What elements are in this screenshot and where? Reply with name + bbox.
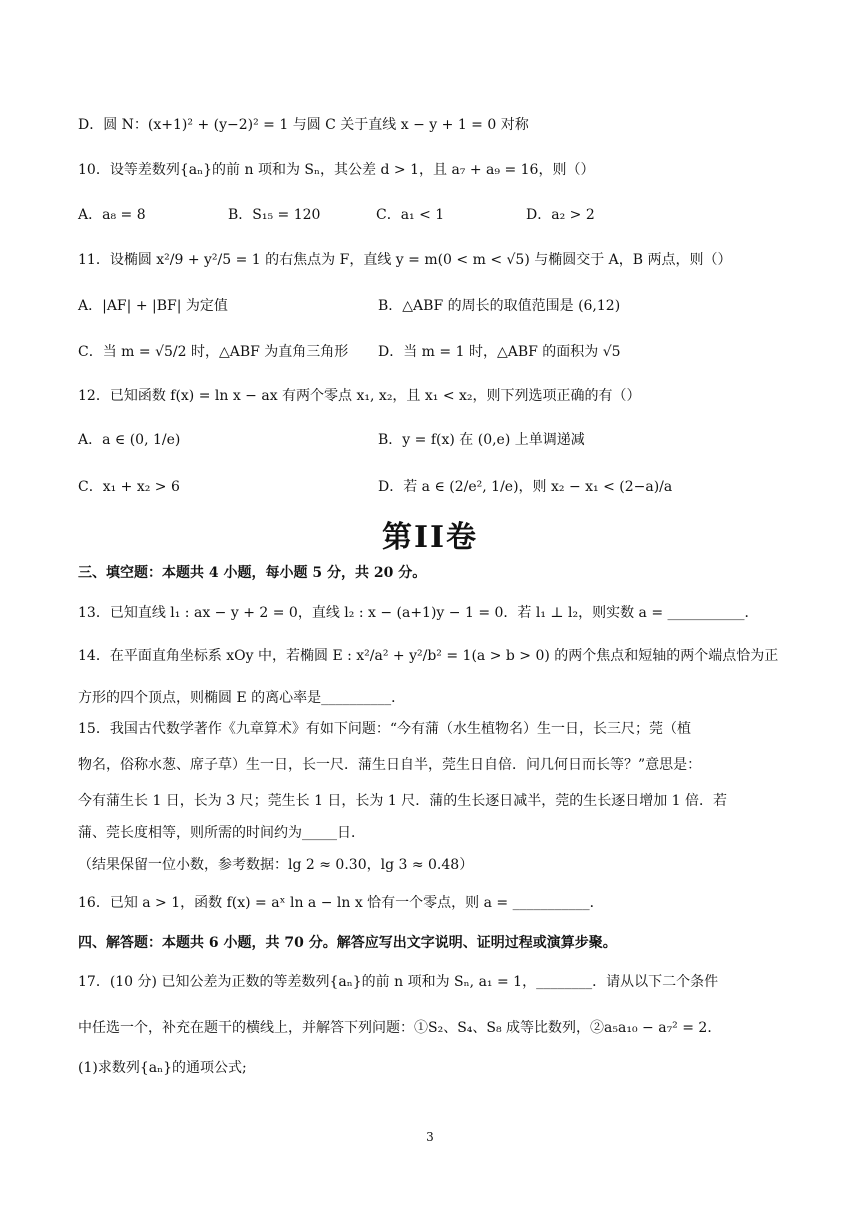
question-15-line-2: 物名，俗称水葱、席子草）生一日，长一尺．蒲生日自半，莞生日自倍．问几何日而长等？”意思是： [78, 757, 702, 773]
question-10: 10．设等差数列{aₙ}的前 n 项和为 Sₙ，其公差 d > 1，且 a₇ + a₉ = 16，则（） [78, 162, 595, 178]
q12-option-b: B．y = f(x) 在 (0,e) 上单调递减 [378, 432, 585, 448]
question-11: 11．设椭圆 x²/9 + y²/5 = 1 的右焦点为 F，直线 y = m(0 < m < √5) 与椭圆交于 A，B 两点，则（） [78, 252, 732, 268]
question-15-line-1: 15．我国古代数学著作《九章算术》有如下问题：“今有蒲（水生植物名）生一日，长三尺；莞（植 [78, 721, 691, 737]
answer-heading: 四、解答题：本题共 6 小题，共 70 分。解答应写出文字说明、证明过程或演算步聚。 [78, 935, 617, 951]
q11-option-a: A．|AF| + |BF| 为定值 [78, 298, 228, 314]
q10-option-b: B．S₁₅ = 120 [228, 207, 321, 223]
q12-option-a: A．a ∈ (0, 1/e) [78, 432, 181, 448]
q12-option-c: C．x₁ + x₂ > 6 [78, 479, 180, 495]
question-17-line-1: 17．(10 分) 已知公差为正数的等差数列{aₙ}的前 n 项和为 Sₙ, a₁ = 1，________．请从以下二个条件 [78, 974, 719, 990]
fill-blank-heading: 三、填空题：本题共 4 小题，每小题 5 分，共 20 分。 [78, 565, 427, 581]
question-17-line-2: 中任选一个，补充在题干的横线上，并解答下列问题：①S₂、S₄、S₈ 成等比数列，②a₅a₁₀ − a₇² = 2． [78, 1020, 722, 1036]
q10-option-c: C．a₁ < 1 [376, 207, 445, 223]
q11-option-d: D．当 m = 1 时，△ABF 的面积为 √5 [378, 344, 621, 360]
question-15-line-3: 今有蒲生长 1 日，长为 3 尺；莞生长 1 日，长为 1 尺．蒲的生长逐日减半，莞的生长逐日增加 1 倍．若 [78, 793, 728, 809]
question-17-part-1: (1)求数列{aₙ}的通项公式; [78, 1060, 247, 1076]
question-16: 16．已知 a > 1，函数 f(x) = aˣ ln a − ln x 恰有一个零点，则 a = ___________． [78, 895, 604, 911]
line-q9-option-d: D．圆 N：(x+1)² + (y−2)² = 1 与圆 C 关于直线 x − y + 1 = 0 对称 [78, 117, 529, 133]
section-title: 第II卷 [381, 520, 479, 555]
question-13: 13．已知直线 l₁ : ax − y + 2 = 0，直线 l₂ : x − (a+1)y − 1 = 0．若 l₁ ⊥ l₂，则实数 a = ___________． [78, 605, 759, 621]
question-14-line-1: 14．在平面直角坐标系 xOy 中，若椭圆 E : x²/a² + y²/b² = 1(a > b > 0) 的两个焦点和短轴的两个端点恰为正 [78, 648, 779, 664]
q12-option-d: D．若 a ∈ (2/e², 1/e)，则 x₂ − x₁ < (2−a)/a [378, 479, 673, 495]
question-12: 12．已知函数 f(x) = ln x − ax 有两个零点 x₁, x₂，且 x₁ < x₂，则下列选项正确的有（） [78, 388, 641, 404]
question-14-line-2: 方形的四个顶点，则椭圆 E 的离心率是__________． [78, 690, 406, 706]
question-15-note: （结果保留一位小数，参考数据：lg 2 ≈ 0.30，lg 3 ≈ 0.48） [78, 857, 474, 873]
q10-option-a: A．a₈ = 8 [78, 207, 146, 223]
question-15-line-4: 蒲、莞长度相等，则所需的时间约为_____日． [78, 825, 365, 841]
q11-option-b: B．△ABF 的周长的取值范围是 (6,12) [378, 298, 621, 314]
q10-option-d: D．a₂ > 2 [526, 207, 595, 223]
page-number: 3 [426, 1130, 434, 1144]
q11-option-c: C．当 m = √5/2 时，△ABF 为直角三角形 [78, 344, 349, 360]
